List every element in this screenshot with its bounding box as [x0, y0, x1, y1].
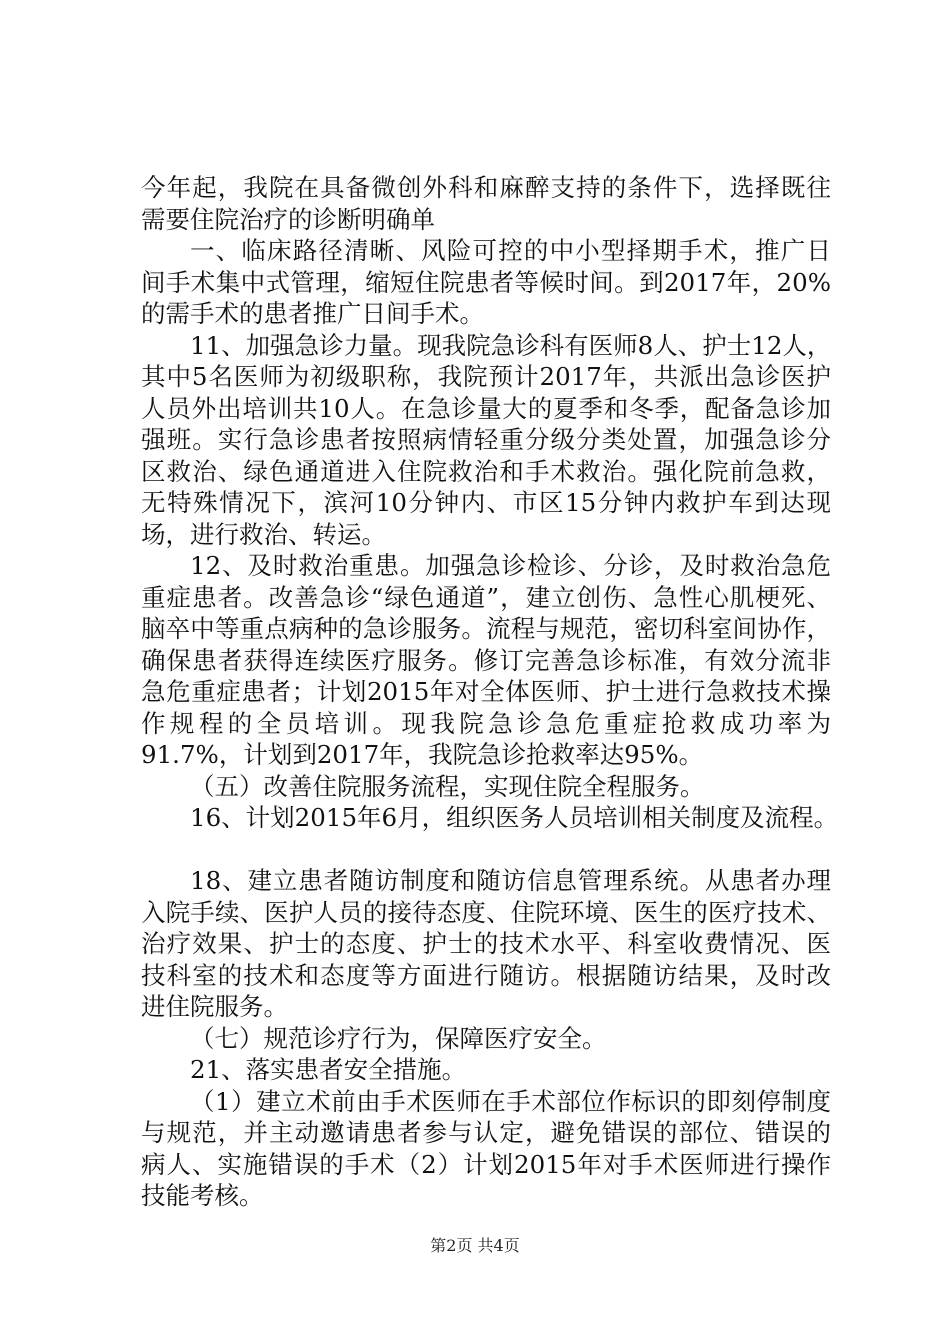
text-line: 入院手续、医护人员的接待态度、住院环境、医生的医疗技术、 — [141, 897, 831, 927]
text-line: 间手术集中式管理，缩短住院患者等候时间。到2017年，20% — [141, 267, 831, 297]
text-line: 技能考核。 — [141, 1181, 264, 1210]
paragraph-start-line: 16、计划2015年6月，组织医务人员培训相关制度及流程。 — [190, 803, 839, 832]
text-line: 今年起，我院在具备微创外科和麻醉支持的条件下，选择既往 — [141, 173, 831, 202]
text-line: 的需手术的患者推广日间手术。 — [141, 299, 484, 328]
text-line: 技科室的技术和态度等方面进行随访。根据随访结果，及时改 — [141, 960, 831, 990]
page-footer: 第2页 共4页 — [430, 1236, 520, 1255]
text-line: 脑卒中等重点病种的急诊服务。流程与规范，密切科室间协作， — [141, 614, 831, 643]
text-line: 重症患者。改善急诊“绿色通道”，建立创伤、急性心肌梗死、 — [141, 582, 831, 612]
text-line: 病人、实施错误的手术（2）计划2015年对手术医师进行操作 — [141, 1149, 831, 1179]
text-line: 强班。实行急诊患者按照病情轻重分级分类处置，加强急诊分 — [141, 425, 831, 454]
paragraph-start-line: 一、临床路径清晰、风险可控的中小型择期手术，推广日 — [190, 236, 831, 265]
text-line: 区救治、绿色通道进入住院救治和手术救治。强化院前急救， — [141, 456, 831, 486]
text-line: 急危重症患者；计划2015年对全体医师、护士进行急救技术操 — [141, 677, 831, 706]
text-line: 需要住院治疗的诊断明确单 — [141, 204, 435, 234]
section-heading: （七）规范诊疗行为，保障医疗安全。 — [190, 1023, 607, 1053]
text-line: 91.7%，计划到2017年，我院急诊抢救率达95%。 — [141, 740, 704, 769]
document-body — [141, 172, 839, 1212]
section-heading: （五）改善住院服务流程，实现住院全程服务。 — [190, 771, 705, 801]
blank-line — [141, 834, 831, 866]
paragraph-start-line: 12、及时救治重患。加强急诊检诊、分诊，及时救治急危 — [190, 551, 831, 580]
paragraph-start-line: 21、落实患者安全措施。 — [190, 1055, 467, 1084]
text-line: 人员外出培训共10人。在急诊量大的夏季和冬季，配备急诊加 — [141, 393, 831, 423]
paragraph-start-line: 18、建立患者随访制度和随访信息管理系统。从患者办理 — [190, 866, 831, 895]
text-line: 确保患者获得连续医疗服务。修订完善急诊标准，有效分流非 — [141, 645, 831, 675]
paragraph-start-line: 11、加强急诊力量。现我院急诊科有医师8人、护士12人， — [190, 330, 832, 360]
text-line: 其中5名医师为初级职称，我院预计2017年，共派出急诊医护 — [141, 362, 831, 391]
text-line: 治疗效果、护士的态度、护士的技术水平、科室收费情况、医 — [141, 929, 831, 958]
text-line: 无特殊情况下，滨河10分钟内、市区15分钟内救护车到达现 — [141, 488, 831, 517]
text-line: 作规程的全员培训。现我院急诊急危重症抢救成功率为 — [141, 708, 831, 738]
paragraph-start-line: （1）建立术前由手术医师在手术部位作标识的即刻停制度 — [190, 1086, 831, 1116]
text-line: 与规范，并主动邀请患者参与认定，避免错误的部位、错误的 — [141, 1118, 831, 1147]
text-line: 进住院服务。 — [141, 992, 288, 1021]
text-line: 场，进行救治、转运。 — [141, 519, 386, 549]
